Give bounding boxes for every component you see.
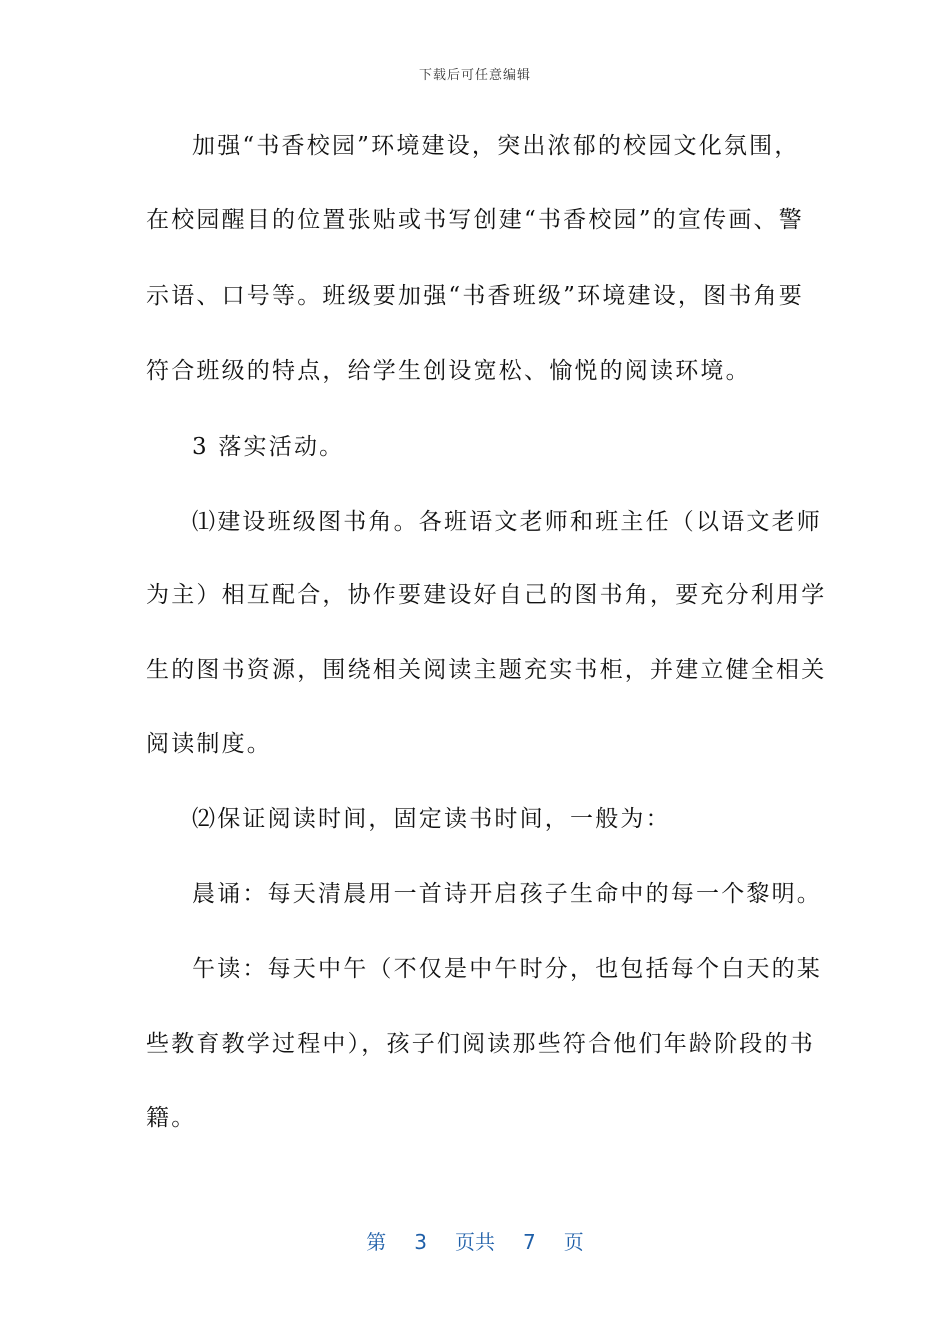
paragraph-line: 符合班级的特点，给学生创设宽松、愉悦的阅读环境。: [146, 358, 751, 384]
paragraph-line: 些教育教学过程中），孩子们阅读那些符合他们年龄阶段的书: [146, 1031, 815, 1057]
paragraph-line: 晨诵：每天清晨用一首诗开启孩子生命中的每一个黎明。: [192, 881, 822, 907]
footer-prefix: 第: [366, 1230, 387, 1254]
paragraph-line: 示语、口号等。班级要加强“书香班级”环境建设，图书角要: [146, 283, 804, 309]
footer-suffix: 页: [563, 1230, 584, 1254]
page-header: 下载后可任意编辑: [418, 68, 531, 83]
paragraph-line: 生的图书资源，围绕相关阅读主题充实书柜，并建立健全相关: [146, 657, 827, 683]
paragraph-line: 籍。: [146, 1105, 197, 1131]
paragraph-line: ⑵保证阅读时间，固定读书时间，一般为：: [192, 806, 671, 832]
current-page-number: 3: [414, 1230, 427, 1254]
total-pages-number: 7: [523, 1230, 536, 1254]
paragraph-line: 在校园醒目的位置张贴或书写创建“书香校园”的宣传画、警: [146, 207, 804, 233]
footer-middle: 页共: [455, 1230, 495, 1254]
page-number-footer: [0, 1226, 950, 1255]
paragraph-line: 加强“书香校园”环境建设，突出浓郁的校园文化氛围，: [192, 133, 800, 159]
paragraph-line: 为主）相互配合，协作要建设好自己的图书角，要充分利用学: [146, 582, 827, 608]
paragraph-line: ⑴建设班级图书角。各班语文老师和班主任（以语文老师: [192, 509, 822, 535]
paragraph-line: 阅读制度。: [146, 731, 272, 757]
section-heading: 3 落实活动。: [192, 434, 345, 460]
paragraph-line: 午读：每天中午（不仅是中午时分，也包括每个白天的某: [192, 956, 822, 982]
